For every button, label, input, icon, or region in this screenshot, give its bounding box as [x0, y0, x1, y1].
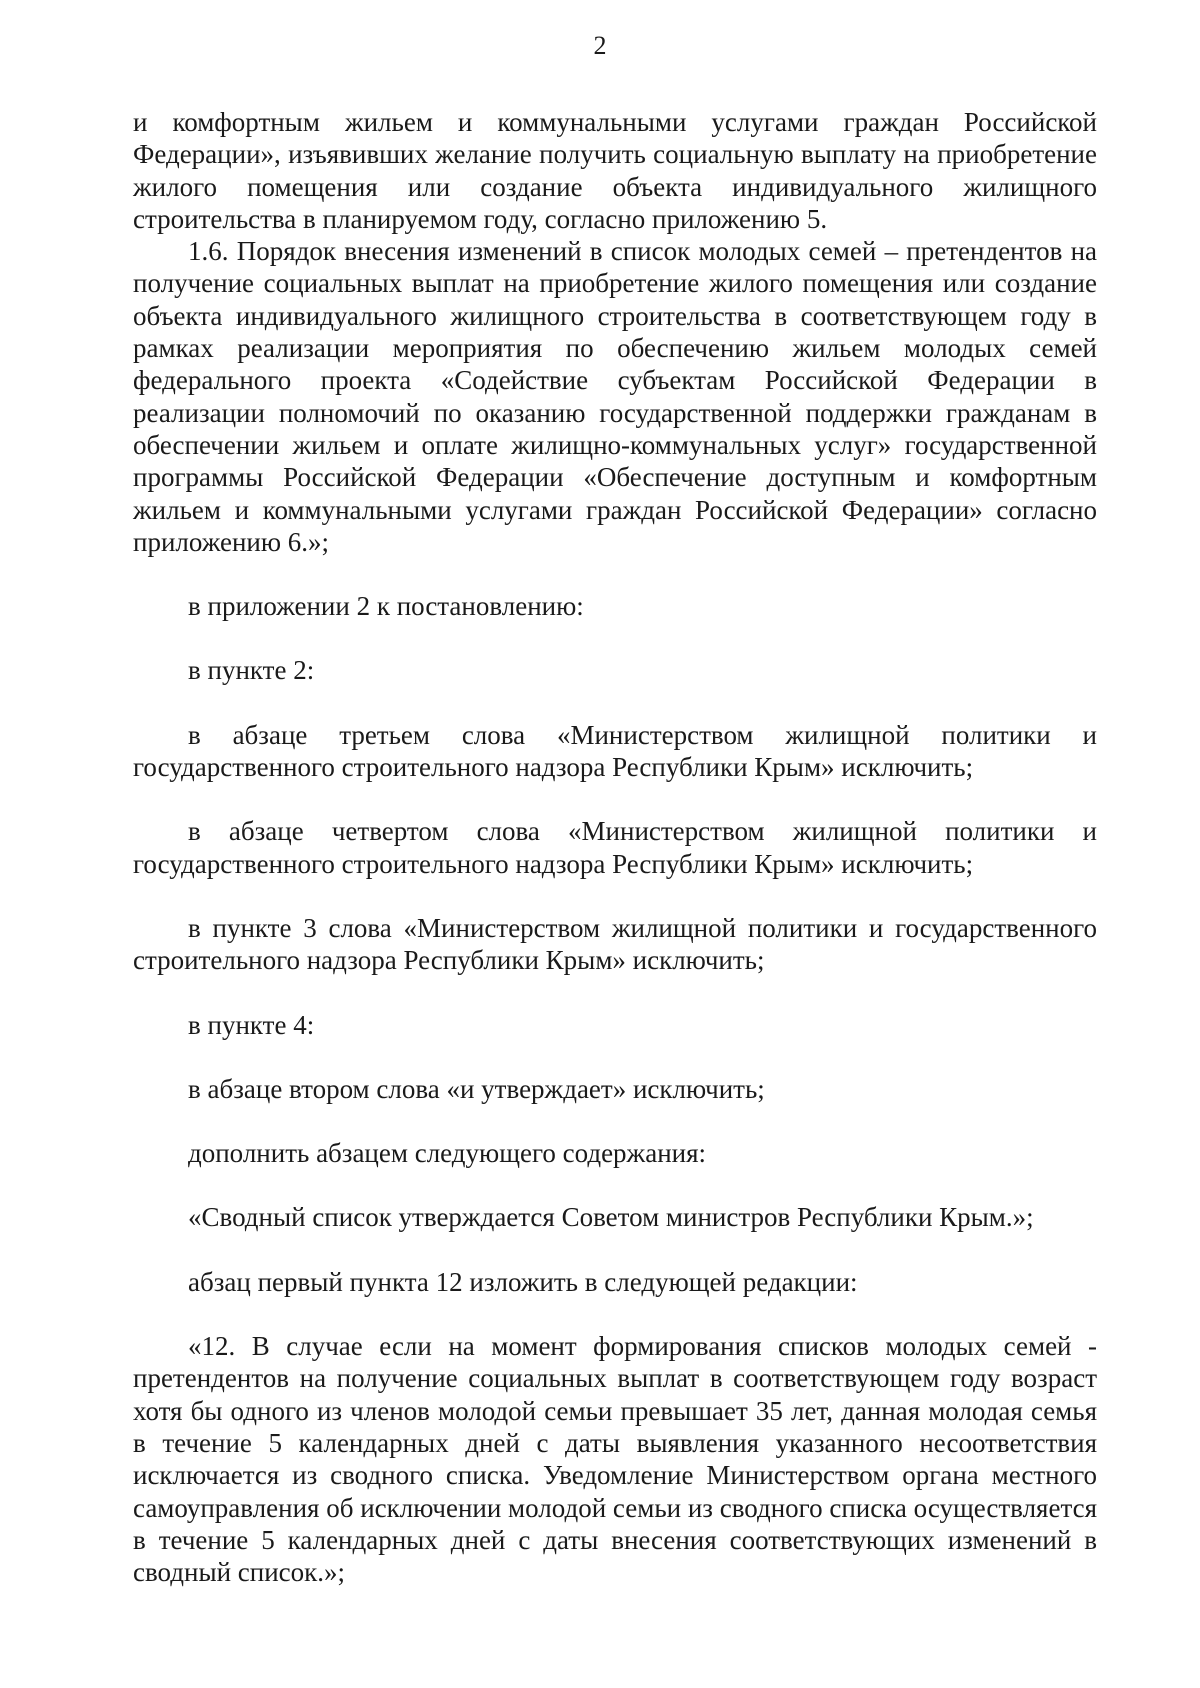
document-body — [133, 106, 1097, 1588]
paragraph-point-12-intro: абзац первый пункта 12 изложить в следующей редакции: — [188, 1266, 858, 1297]
paragraph-continuation: и комфортным жильем и коммунальными услугами граждан Российской Федерации», изъявивших желание получить социальную выплату на приобретение жилого помещения или создание объекта индивидуального жилищного строительства в планируемом году, согласно приложению 5. — [133, 107, 1097, 234]
paragraph-abzac-4: в абзаце четвертом слова «Министерством жилищной политики и государственного строительного надзора Республики Крым» исключить; — [133, 816, 1097, 879]
page-number: 2 — [593, 31, 607, 60]
paragraph-point-2: в пункте 2: — [188, 655, 315, 686]
paragraph-abzac-2: в абзаце втором слова «и утверждает» исключить; — [188, 1073, 765, 1104]
paragraph-svodny-spisok: «Сводный список утверждается Советом министров Республики Крым.»; — [188, 1202, 1034, 1233]
paragraph-point-3: в пункте 3 слова «Министерством жилищной политики и государственного строительного надзора Республики Крым» исключить; — [133, 912, 1097, 976]
paragraph-add-abzac: дополнить абзацем следующего содержания: — [188, 1138, 707, 1169]
paragraph-abzac-3: в абзаце третьем слова «Министерством жилищной политики и государственного строительного надзора Республики Крым» исключить; — [133, 719, 1097, 783]
paragraph-point-4: в пункте 4: — [188, 1009, 315, 1040]
paragraph-point-12: «12. В случае если на момент формирования списков молодых семей - претендентов на получение социальных выплат в соответствующем году возраст хотя бы одного из членов молодой семьи превышает 35 лет, данная молодая семья в течение 5 календарных дней с даты выявления указанного несоответствия исключается из сводного списка. Уведомление Министерством органа местного самоуправления об исключении молодой семьи из сводного списка осуществляется в течение 5 календарных дней с даты внесения соответствующих изменений в сводный список.»; — [133, 1331, 1097, 1588]
paragraph-appendix-2: в приложении 2 к постановлению: — [188, 591, 584, 622]
paragraph-1-6: 1.6. Порядок внесения изменений в список молодых семей – претендентов на получение социальных выплат на приобретение жилого помещения или создание объекта индивидуального жилищного строительства в соответствующем году в рамках реализации мероприятия по обеспечению жильем молодых семей федерального проекта «Содействие субъектам Российской Федерации в реализации полномочий по оказанию государственной поддержки гражданам в обеспечении жильем и оплате жилищно-коммунальных услуг» государственной программы Российской Федерации «Обеспечение доступным и комфортным жильем и коммунальными услугами граждан Российской Федерации» согласно приложению 6.»; — [133, 236, 1097, 557]
